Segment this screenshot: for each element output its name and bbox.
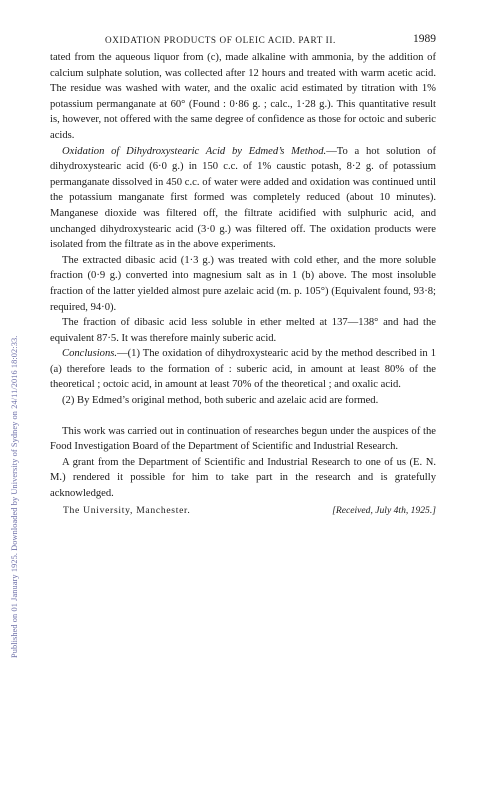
running-head-title: OXIDATION PRODUCTS OF OLEIC ACID. PART II. — [105, 35, 336, 45]
paragraph-edmed-method — [50, 144, 436, 253]
section-heading: Conclusions. — [62, 348, 118, 360]
paragraph-conclusion-two — [50, 393, 436, 409]
paragraph-text: This work was carried out in continuation of researches begun under the auspices of the Food Investigation Board of the Department of Scientific and Industrial Research. — [50, 425, 436, 453]
paragraph-text: —To a hot solution of dihydroxystearic acid (6·0 g.) in 150 c.c. of 1% caustic potash, 8·2 g. of potassium permanganate dissolved in 450 c.c. of water were added and oxidation was continued until the potassium manganate first formed was completely reduced (about 10 minutes). Manganese dioxide was filtered off, the filtrate acidified with sulphuric acid, and unchanged dihydroxystearic acid (3·0 g.) was filtered off. The oxidation products were isolated from the filtrate as in the above experiments. — [50, 145, 437, 251]
running-head — [50, 33, 436, 49]
section-spacer — [50, 409, 436, 424]
paragraph-less-soluble-fraction — [50, 315, 436, 346]
paragraph-text: The extracted dibasic acid (1·3 g.) was treated with cold ether, and the more soluble fraction (0·9 g.) converted into magnesium salt as in 1 (b) above. The most insoluble fraction of the latter yielded almost pure azelaic acid (m. p. 105°) (Equivalent found, 93·8; required, 94·0). — [50, 254, 436, 313]
paragraph-text: —(1) The oxidation of dihydroxystearic acid by the method described in 1 (a) therefore leads to the formation of : suberic acid, in amount at least 80% of the theoretical ; octoic acid, in amount at least 70% of the theoretical ; and oxalic acid. — [50, 348, 436, 391]
paragraph-text: (2) By Edmed’s original method, both suberic and azelaic acid are formed. — [62, 395, 379, 407]
paragraph-text: The fraction of dibasic acid less soluble in ether melted at 137—138° and had the equivalent 87·5. It was therefore mainly suberic acid. — [50, 317, 436, 344]
institution-address: The University, Manchester. — [63, 504, 191, 516]
section-heading: Oxidation of Dihydroxystearic Acid by Edmed’s Method. — [62, 145, 327, 157]
paragraph-conclusions — [50, 346, 436, 393]
download-watermark-text: Published on 01 January 1925. Downloaded by University of Sydney on 24/11/2016 18:02:33. — [10, 335, 19, 658]
paragraph-dibasic-extraction — [50, 253, 436, 315]
received-date: [Received, July 4th, 1925.] — [332, 504, 436, 516]
paragraph-text: tated from the aqueous liquor from (c), made alkaline with ammonia, by the addition of calcium sulphate solution, was collected after 12 hours and treated with warm acetic acid. The residue was washed with water, and the oxalic acid estimated by titration with 1% potassium permanganate at 60° (Found : 0·86 g. ; calc., 1·28 g.). This quantitative result is, however, not offered with the same degree of confidence as those for octoic and suberic acids. — [50, 52, 436, 141]
paragraph-acknowledgement-board — [50, 424, 436, 455]
paragraph-text: A grant from the Department of Scientific and Industrial Research to one of us (E. N. M.) rendered it possible for him to take part in the research and is gratefully acknowledged. — [50, 456, 436, 500]
page-number: 1989 — [413, 33, 436, 45]
paragraph-oxalic-estimation — [50, 50, 436, 144]
article-footer — [50, 505, 436, 516]
download-watermark — [3, 40, 17, 760]
article-body — [50, 50, 436, 516]
paragraph-acknowledgement-grant — [50, 455, 436, 502]
